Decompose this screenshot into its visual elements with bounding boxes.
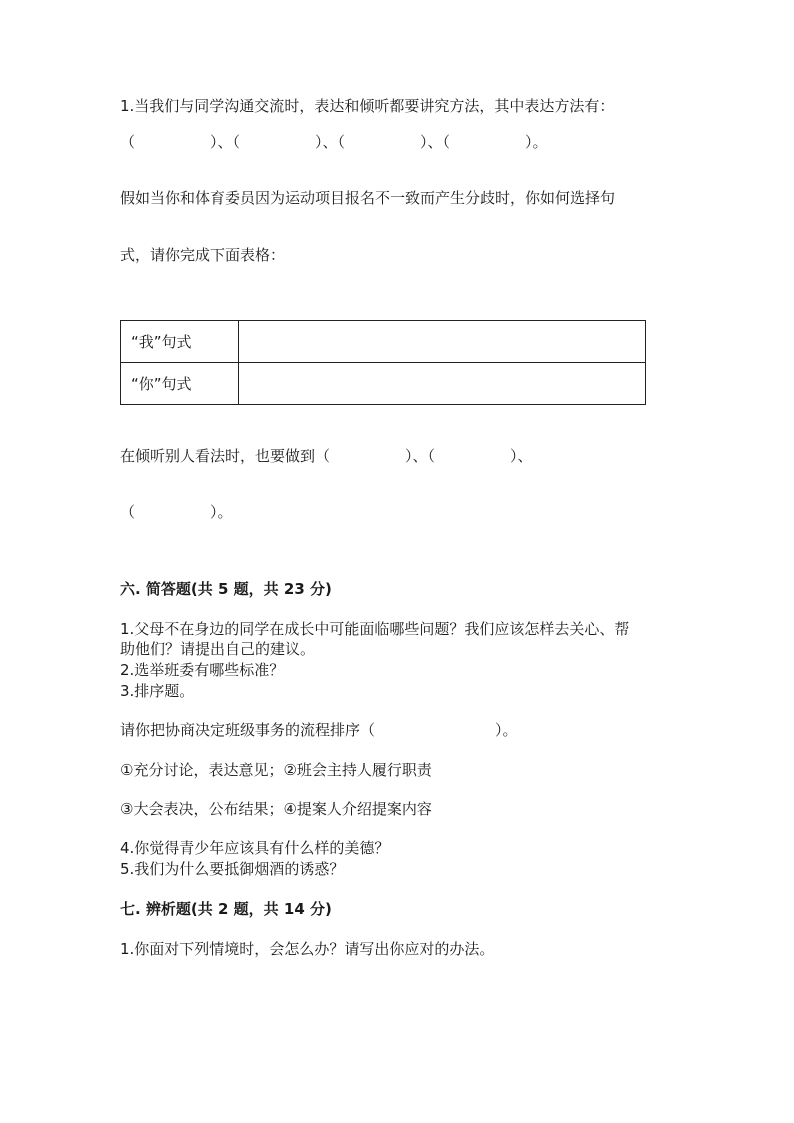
question-5-2-text-line1: 假如当你和体育委员因为运动项目报名不一致而产生分歧时，你如何选择句: [120, 189, 616, 207]
question-5-3-text: 在倾听别人看法时，也要做到（ ）、（ ）、: [120, 447, 533, 465]
section-7-heading: 七. 辨析题(共 2 题，共 14 分): [120, 900, 332, 918]
table-row: [121, 363, 646, 405]
question-5-1-blanks: （ ）、（ ）、（ ）、（ ）。: [120, 133, 548, 151]
question-5-2-text-line2: 式，请你完成下面表格：: [120, 246, 286, 264]
table-cell-label: “我”句式: [121, 321, 239, 363]
table-row: [121, 321, 646, 363]
question-5-1-text: 1.当我们与同学沟通交流时，表达和倾听都要讲究方法，其中表达方法有：: [120, 97, 615, 115]
question-7-1: 1.你面对下列情境时，会怎么办？请写出你应对的办法。: [120, 940, 495, 958]
question-6-3-prompt: 请你把协商决定班级事务的流程排序（ ）。: [120, 721, 518, 739]
sentence-pattern-table: [120, 320, 646, 405]
question-6-1-line1: 1.父母不在身边的同学在成长中可能面临哪些问题？我们应该怎样去关心、帮: [120, 620, 630, 638]
question-6-2: 2.选举班委有哪些标准？: [120, 661, 285, 679]
question-6-1-line2: 助他们？请提出自己的建议。: [120, 640, 316, 658]
question-6-5: 5.我们为什么要抵御烟酒的诱惑？: [120, 860, 345, 878]
question-5-3-blank: （ ）。: [120, 503, 233, 521]
question-6-3-options-1: ①充分讨论，表达意见；②班会主持人履行职责: [120, 761, 432, 779]
question-6-3: 3.排序题。: [120, 682, 195, 700]
table-cell-label: “你”句式: [121, 363, 239, 405]
question-6-3-options-2: ③大会表决，公布结果；④提案人介绍提案内容: [120, 800, 432, 818]
section-6-heading: 六. 简答题(共 5 题，共 23 分): [120, 580, 332, 598]
table-cell-answer: [239, 321, 646, 363]
question-6-4: 4.你觉得青少年应该具有什么样的美德？: [120, 839, 390, 857]
table-cell-answer: [239, 363, 646, 405]
